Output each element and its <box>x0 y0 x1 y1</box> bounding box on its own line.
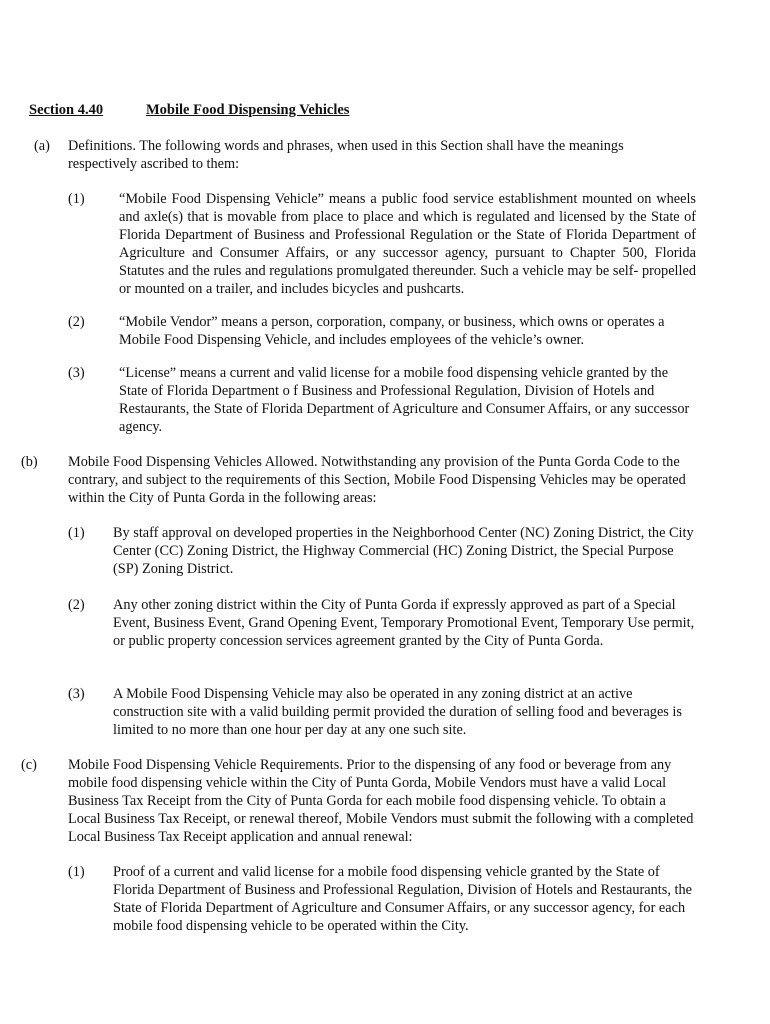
subsection-b-label: (b) <box>21 454 38 470</box>
allowed-item-2-label: (2) <box>68 597 85 613</box>
definition-item-2-text: “Mobile Vendor” means a person, corporation, company, or business, which owns or operates a Mobile Food Dispensing Vehicle, and includes employees of the vehicle’s owner. <box>119 314 665 348</box>
definition-item-1-text: “Mobile Food Dispensing Vehicle” means a public food service establishment mounted on wheels and axle(s) that is movable from place to place and which is regulated and licensed by the State of Florida Department of Business and Professional Regulation or the State of Florida Department of Agriculture and Consumer Affairs, or any successor agency, pursuant to Chapter 500, Florida Statutes and the rules and regulations promulgated thereunder. Such a vehicle may be self- propelled or mounted on a trailer, and includes bicycles and pushcarts. <box>119 191 696 297</box>
requirement-item-1-label: (1) <box>68 864 85 880</box>
definition-item-1-label: (1) <box>68 191 85 207</box>
allowed-item-2-text: Any other zoning district within the City of Punta Gorda if expressly approved as part of a Special Event, Business Event, Grand Opening Event, Temporary Promotional Event, Temporary Use permit, or public property concession services agreement granted by the City of Punta Gorda. <box>113 597 695 649</box>
section-number: Section 4.40 <box>29 102 104 118</box>
definition-item-3-text: “License” means a current and valid license for a mobile food dispensing vehicle granted by the State of Florida Department o f Business and Professional Regulation, Division of Hotels and Restaurants, the State of Florida Department of Agriculture and Consumer Affairs, or any successor agency. <box>119 365 690 435</box>
definition-item-2-label: (2) <box>68 314 85 330</box>
requirement-item-1-text: Proof of a current and valid license for a mobile food dispensing vehicle granted by the State of Florida Department of Business and Professional Regulation, Division of Hotels and Restaurants, the State of Florida Department of Agriculture and Consumer Affairs, or any successor agency, for each mobile food dispensing vehicle to be operated within the City. <box>113 864 692 934</box>
allowed-item-3-text: A Mobile Food Dispensing Vehicle may also be operated in any zoning district at an active construction site with a valid building permit provided the duration of selling food and beverages is limited to no more than one hour per day at any one such site. <box>113 686 682 738</box>
subsection-a-label: (a) <box>34 138 50 154</box>
definition-item-3-label: (3) <box>68 365 85 381</box>
allowed-item-3-label: (3) <box>68 686 85 702</box>
section-heading <box>29 101 350 119</box>
section-title: Mobile Food Dispensing Vehicles <box>146 102 350 118</box>
subsection-c-text: Mobile Food Dispensing Vehicle Requirements. Prior to the dispensing of any food or beverage from any mobile food dispensing vehicle within the City of Punta Gorda, Mobile Vendors must have a valid Local Business Tax Receipt from the City of Punta Gorda for each mobile food dispensing vehicle. To obtain a Local Business Tax Receipt, or renewal thereof, Mobile Vendors must submit the following with a completed Local Business Tax Receipt application and annual renewal: <box>68 757 694 845</box>
subsection-c-label: (c) <box>21 757 37 773</box>
allowed-item-1-label: (1) <box>68 525 85 541</box>
subsection-b-text: Mobile Food Dispensing Vehicles Allowed. Notwithstanding any provision of the Punta Gorda Code to the contrary, and subject to the requirements of this Section, Mobile Food Dispensing Vehicles may be operated within the City of Punta Gorda in the following areas: <box>68 454 686 506</box>
allowed-item-1-text: By staff approval on developed properties in the Neighborhood Center (NC) Zoning District, the City Center (CC) Zoning District, the Highway Commercial (HC) Zoning District, the Special Purpose (SP) Zoning District. <box>113 525 694 577</box>
subsection-a-text: Definitions. The following words and phrases, when used in this Section shall have the meanings respectively ascribed to them: <box>68 138 624 172</box>
